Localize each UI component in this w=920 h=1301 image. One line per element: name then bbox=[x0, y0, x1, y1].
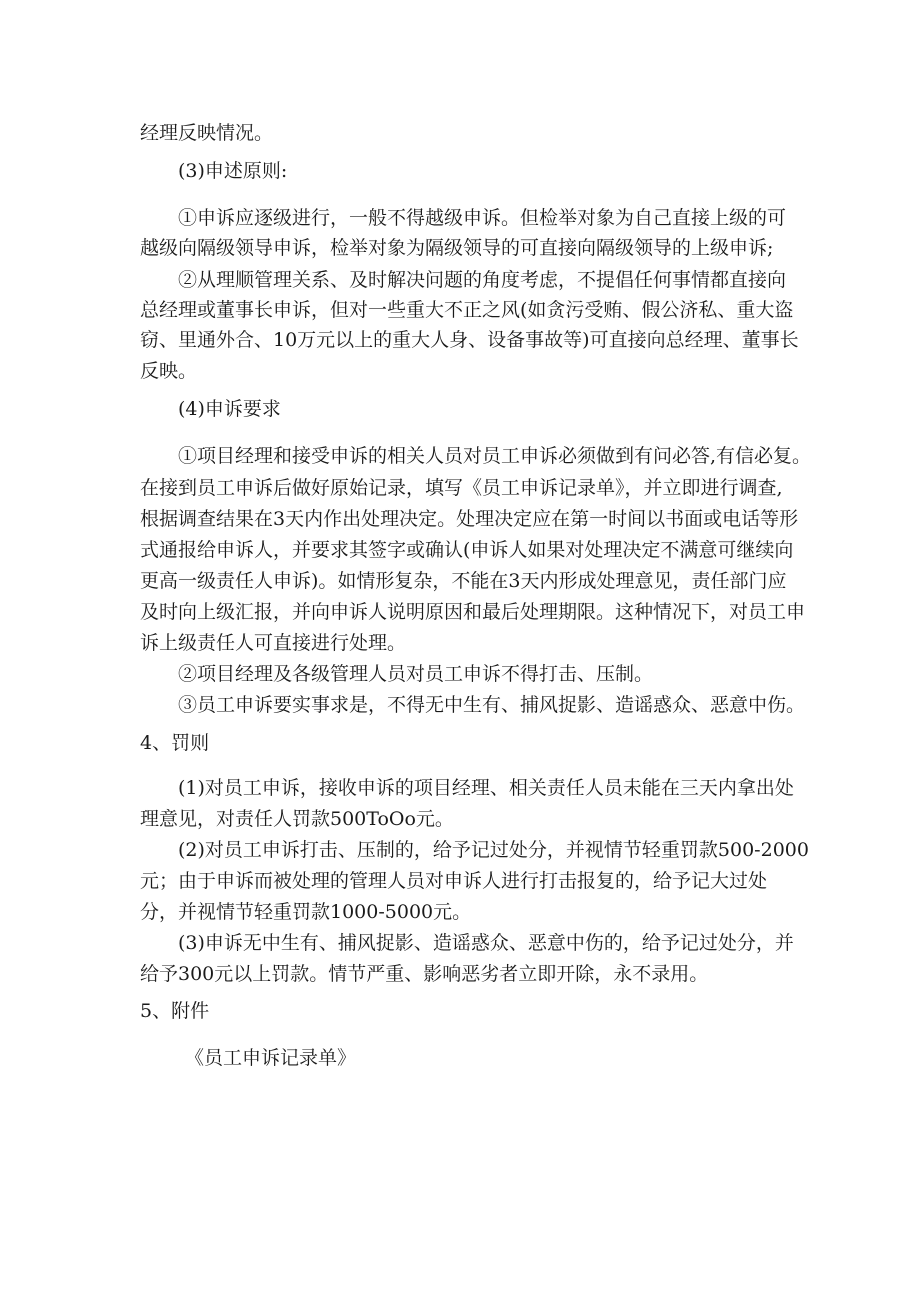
requirements-item2: ②项目经理及各级管理人员对员工申诉不得打击、压制。 bbox=[178, 663, 654, 685]
principles-item1-line1: ①申诉应逐级进行，一般不得越级申诉。但检举对象为自己直接上级的可 bbox=[178, 207, 787, 229]
principles-item2-line3: 窃、里通外合、10万元以上的重大人身、设备事故等)可直接向总经理、董事长 bbox=[140, 329, 799, 351]
requirements-item1-line3: 根据调查结果在3天内作出处理决定。处理决定应在第一时间以书面或电话等形 bbox=[140, 508, 799, 530]
penalties-item2-line3: 分，并视情节轻重罚款1000-5000元。 bbox=[140, 901, 472, 923]
penalties-item3-line1: (3)申诉无中生有、捕风捉影、造谣惑众、恶意中伤的，给予记过处分，并 bbox=[178, 932, 794, 954]
principles-item2-line1: ②从理顺管理关系、及时解决问题的角度考虑，不提倡任何事情都直接向 bbox=[178, 269, 787, 291]
principles-item1-line2: 越级向隔级领导申诉，检举对象为隔级领导的可直接向隔级领导的上级申诉; bbox=[140, 237, 774, 259]
requirements-item1-line2: 在接到员工申诉后做好原始记录，填写《员工申诉记录单》，并立即进行调查, bbox=[140, 477, 783, 499]
requirements-heading: (4)申诉要求 bbox=[178, 398, 281, 420]
principles-item2-line4: 反映。 bbox=[140, 360, 198, 382]
penalties-item1-line2: 理意见，对责任人罚款500ToOo元。 bbox=[140, 808, 454, 830]
intro-tail: 经理反映情况。 bbox=[140, 122, 274, 144]
requirements-item3: ③员工申诉要实事求是，不得无中生有、捕风捉影、造谣惑众、恶意中伤。 bbox=[178, 694, 806, 716]
attachments-heading: 5、附件 bbox=[140, 1000, 210, 1022]
requirements-item1-line4: 式通报给申诉人，并要求其签字或确认(申诉人如果对处理决定不满意可继续向 bbox=[140, 539, 794, 561]
penalties-item3-line2: 给予300元以上罚款。情节严重、影响恶劣者立即开除，永不录用。 bbox=[140, 963, 709, 985]
principles-heading: (3)申述原则: bbox=[178, 160, 288, 182]
attachment-item: 《员工申诉记录单》 bbox=[185, 1047, 357, 1069]
penalties-item2-line1: (2)对员工申诉打击、压制的，给予记过处分，并视情节轻重罚款500-2000 bbox=[178, 839, 809, 861]
penalties-heading: 4、罚则 bbox=[140, 732, 210, 754]
requirements-item1-line7: 诉上级责任人可直接进行处理。 bbox=[140, 632, 407, 654]
requirements-item1-line1: ①项目经理和接受申诉的相关人员对员工申诉必须做到有问必答,有信必复。 bbox=[178, 445, 812, 467]
penalties-item1-line1: (1)对员工申诉，接收申诉的项目经理、相关责任人员未能在三天内拿出处 bbox=[178, 777, 794, 799]
principles-item2-line2: 总经理或董事长申诉，但对一些重大不正之风(如贪污受贿、假公济私、重大盗 bbox=[140, 299, 794, 321]
penalties-item2-line2: 元；由于申诉而被处理的管理人员对申诉人进行打击报复的，给予记大过处 bbox=[140, 870, 768, 892]
requirements-item1-line6: 及时向上级汇报，并向申诉人说明原因和最后处理期限。这种情况下，对员工申 bbox=[140, 601, 806, 623]
requirements-item1-line5: 更高一级责任人申诉)。如情形复杂，不能在3天内形成处理意见，责任部门应 bbox=[140, 570, 787, 592]
